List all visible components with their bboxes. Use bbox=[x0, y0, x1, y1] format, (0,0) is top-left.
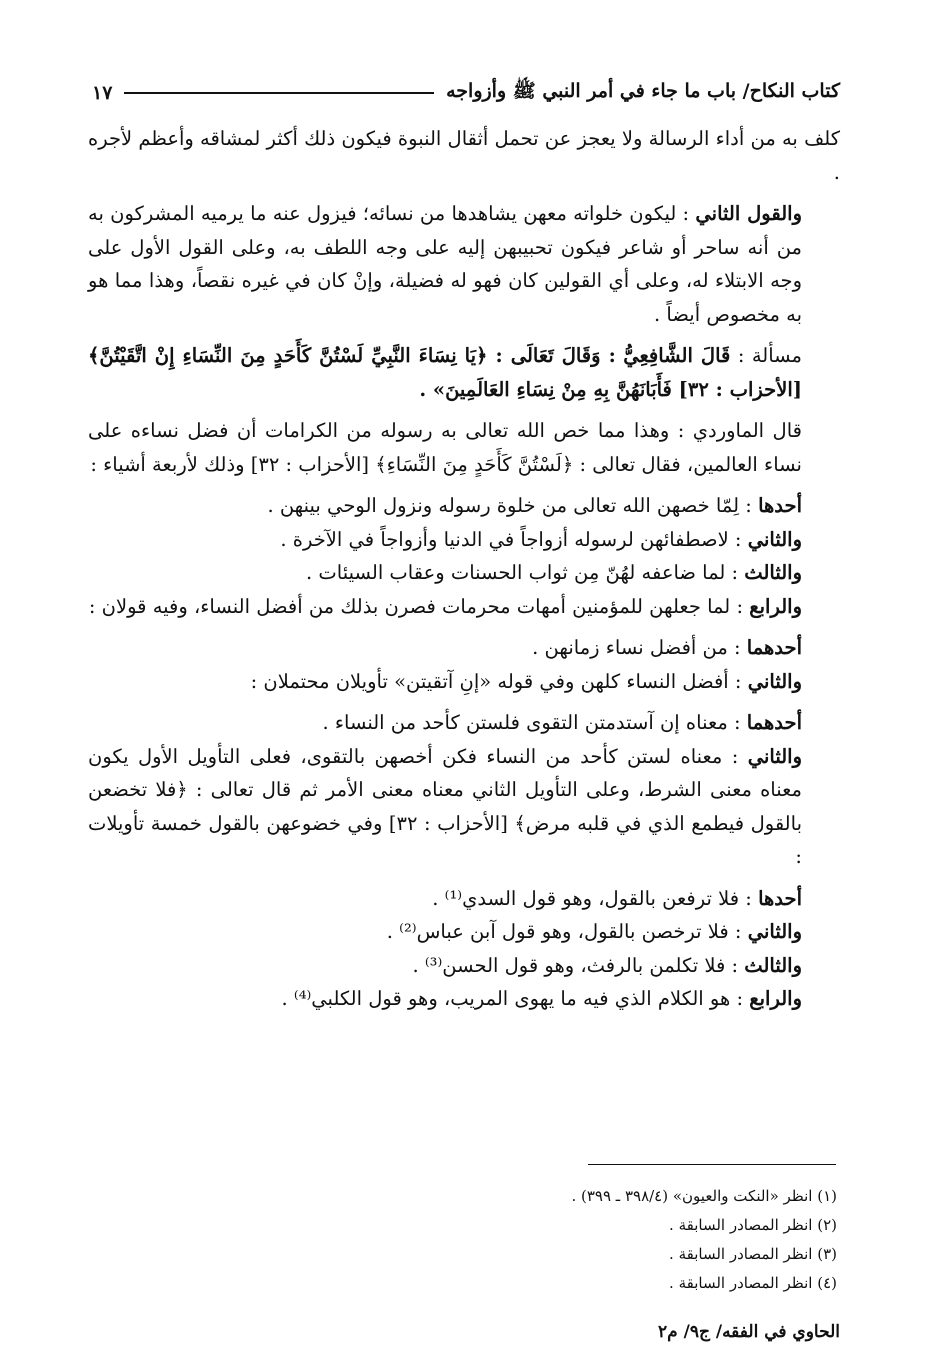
paragraph: قال الماوردي : وهذا مما خص الله تعالى به رسوله من الكرامات أن فضل نساءه على نساء العالمين، فقال تعالى : ﴿لَسْتُنَّ كَأَحَدٍ مِنَ النِّسَاءِ﴾ [الأحزاب : ٣٢] وذلك لأربعة أشياء : bbox=[88, 419, 802, 476]
list-item bbox=[88, 740, 840, 874]
item-lead: أحدهما bbox=[746, 711, 802, 734]
header-rule bbox=[124, 92, 434, 94]
item-lead: أحدهما bbox=[746, 636, 802, 659]
item-text: : من أفضل نساء زمانهن . bbox=[532, 636, 741, 659]
footnote: (٣) انظر المصادر السابقة . bbox=[669, 1245, 837, 1263]
paragraph bbox=[88, 197, 840, 331]
item-lead: والثاني bbox=[747, 527, 802, 551]
item-text: : لاصطفائهن لرسوله أزواجاً في الدنيا وأزواجاً في الآخرة . bbox=[280, 527, 742, 551]
list-two-sayings bbox=[88, 631, 840, 698]
list-item bbox=[88, 706, 840, 740]
masala-lead: مسألة : bbox=[737, 344, 802, 367]
footnote-rule bbox=[588, 1164, 836, 1165]
header-title: كتاب النكاح/ باب ما جاء في أمر النبي ﷺ وأزواجه bbox=[446, 80, 840, 102]
item-lead: والثاني bbox=[747, 669, 802, 693]
item-lead: والثالث bbox=[744, 953, 802, 977]
main-text bbox=[88, 122, 840, 1016]
item-text: : لما ضاعفه لهُنّ مِن ثواب الحسنات وعقاب السيئات . bbox=[306, 561, 739, 584]
item-text: : فلا ترخصن بالقول، وهو قول آبن عباس⁽²⁾ . bbox=[386, 920, 742, 943]
item-lead: والثالث bbox=[744, 561, 802, 584]
item-lead: أحدها bbox=[758, 886, 802, 910]
item-text: : معناه إن آستدمتن التقوى فلستن كأحد من النساء . bbox=[322, 711, 741, 734]
masala-title: قَالَ الشَّافِعِيُّ bbox=[623, 344, 731, 367]
item-text: : لِمّا خصهن الله تعالى من خلوة رسوله ونزول الوحي بينهن . bbox=[267, 494, 752, 517]
list-item bbox=[88, 665, 840, 699]
footnote: (٤) انظر المصادر السابقة . bbox=[669, 1274, 837, 1292]
masala-text: : وَقَالَ تَعَالَى : ﴿يَا نِسَاءَ النَّبِيِّ لَسْتُنَّ كَأَحَدٍ مِنَ النِّسَاءِ إِنْ اتَّقَيْتُنَّ﴾ [الأحزاب : ٣٢] فَأَبَانَهُنَّ بِهِ مِنْ نِسَاءِ العَالَمِينَ» . bbox=[88, 344, 802, 401]
list-item bbox=[88, 489, 840, 523]
page-footer: الحاوي في الفقه/ ج٩/ م٢ bbox=[658, 1322, 840, 1342]
item-text: : فلا تكلمن بالرفث، وهو قول الحسن⁽³⁾ . bbox=[412, 953, 739, 977]
item-text: : هو الكلام الذي فيه ما يهوى المريب، وهو قول الكلبي⁽⁴⁾ . bbox=[281, 987, 744, 1010]
footnotes bbox=[571, 1182, 837, 1298]
masala-paragraph bbox=[88, 339, 840, 406]
paragraph-text: : ليكون خلواته معهن يشاهدها من نسائه؛ فيزول عنه ما يرميه المشركون به من أنه ساحر أو شاعر فيكون تحبيبهن إليه على وجه اللطف به، وعلى القول الأول على وجه الابتلاء له، وعلى أي القولين كان فهو له فضيلة، وإنْ كان في غيره نقصاً، وهذا مما هو به مخصوص أيضاً . bbox=[88, 202, 802, 326]
list-item bbox=[88, 523, 840, 557]
list-item bbox=[88, 556, 840, 590]
page-number: ١٧ bbox=[92, 82, 113, 104]
list-four-things bbox=[88, 489, 840, 623]
list-two-interpretations bbox=[88, 706, 840, 874]
item-lead: والرابع bbox=[749, 987, 802, 1010]
paragraph: كلف به من أداء الرسالة ولا يعجز عن تحمل أثقال النبوة فيكون ذلك أكثر لمشاقه وأعظم لأجره . bbox=[88, 127, 840, 184]
item-lead: والثاني bbox=[747, 744, 802, 768]
item-text: : معناه لستن كأحد من النساء فكن أخصهن بالتقوى، فعلى التأويل الأول يكون معناه معنى الشرط، وعلى التأويل الثاني معناه معنى الأمر ثم قال تعالى : ﴿فلا تخضعن بالقول فيطمع الذي في قلبه مرض﴾ [الأحزاب : ٣٢] وفي خضوعهن بالقول خمسة تأويلات : bbox=[88, 744, 802, 868]
list-item bbox=[88, 590, 840, 624]
item-lead: والرابع bbox=[749, 594, 802, 618]
list-item bbox=[88, 982, 840, 1016]
list-five-interpretations bbox=[88, 882, 840, 1016]
list-item bbox=[88, 949, 840, 983]
item-lead: أحدها bbox=[758, 494, 802, 517]
running-header bbox=[92, 78, 840, 108]
list-item bbox=[88, 915, 840, 949]
item-text: : أفضل النساء كلهن وفي قوله «إنِ آتقيتن» تأويلان محتملان : bbox=[250, 669, 742, 693]
footnote: (١) انظر «النكت والعيون» (٣٩٨/٤ ـ ٣٩٩) . bbox=[571, 1187, 837, 1205]
list-item bbox=[88, 631, 840, 665]
footnote: (٢) انظر المصادر السابقة . bbox=[669, 1216, 837, 1234]
paragraph-lead: والقول الثاني bbox=[695, 202, 802, 225]
item-text: : لما جعلهن للمؤمنين أمهات محرمات فصرن بذلك من أفضل النساء، وفيه قولان : bbox=[88, 594, 744, 618]
list-item bbox=[88, 882, 840, 916]
item-lead: والثاني bbox=[747, 920, 802, 943]
item-text: : فلا ترفعن بالقول، وهو قول السدي⁽¹⁾ . bbox=[432, 886, 752, 910]
